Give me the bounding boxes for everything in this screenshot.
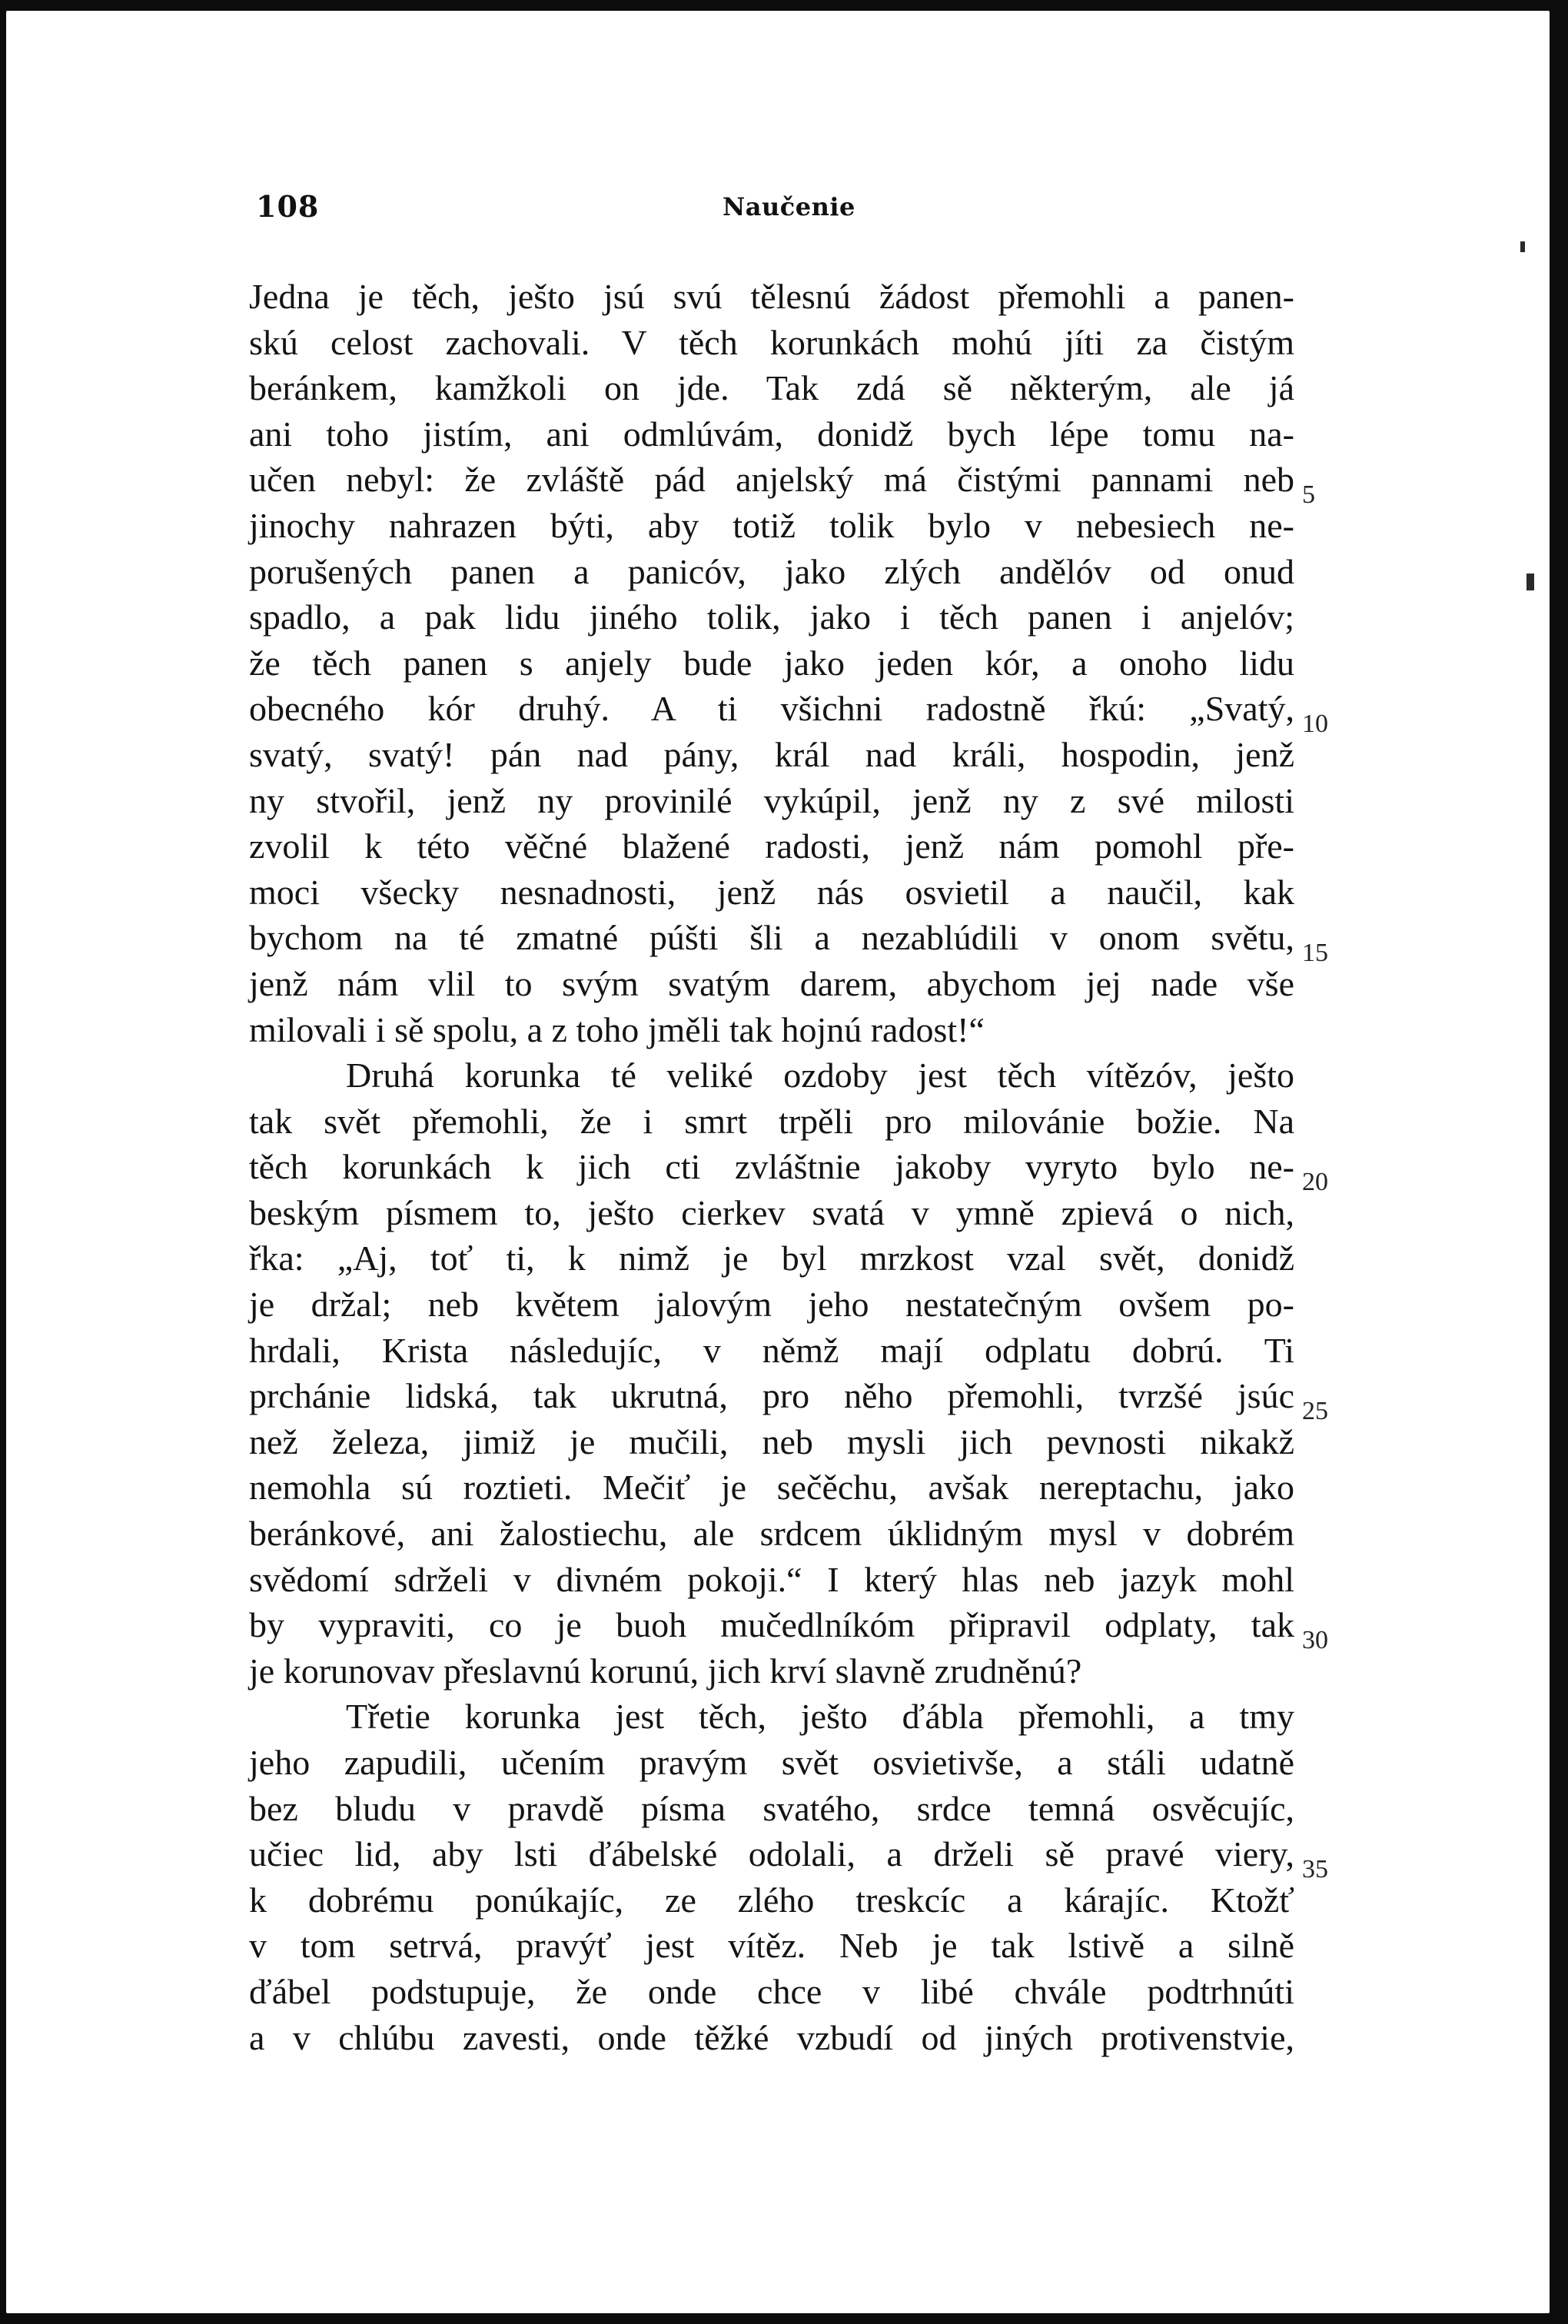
- text-line: beránkové, ani žalostiechu, ale srdcem úklidným mysl v dobrém: [249, 1514, 1294, 1554]
- page-number: 108: [256, 189, 320, 224]
- text-line: ny stvořil, jenž ny provinilé vykúpil, jenž ny z své milosti: [249, 780, 1294, 820]
- text-line: učiec lid, aby lsti ďábelské odolali, a drželi sě pravé viery,: [249, 1834, 1294, 1874]
- text-line: by vypraviti, co je buoh mučedlníkóm připravil odplaty, tak: [249, 1605, 1294, 1645]
- text-line: jeho zapudili, učením pravým svět osvietivše, a stáli udatně: [249, 1743, 1294, 1782]
- text-line: porušených panen a panicóv, jako zlých andělóv od onud: [249, 551, 1294, 591]
- margin-line-number: 10: [1302, 710, 1328, 738]
- text-line: jinochy nahrazen býti, aby totiž tolik bylo v nebesiech ne-: [249, 505, 1294, 545]
- text-line: že těch panen s anjely bude jako jeden kór, a onoho lidu: [249, 643, 1294, 683]
- text-line: spadlo, a pak lidu jiného tolik, jako i těch panen i anjelóv;: [249, 597, 1294, 637]
- running-title: Naučenie: [723, 192, 855, 221]
- text-line: svatý, svatý! pán nad pány, král nad králi, hospodin, jenž: [249, 734, 1294, 774]
- text-line: učen nebyl: že zvláště pád anjelský má čistými pannami neb: [249, 460, 1294, 500]
- text-line: prchánie lidská, tak ukrutná, pro něho přemohli, tvrzšé jsúc: [249, 1376, 1294, 1416]
- text-line: jenž nám vlil to svým svatým darem, abychom jej nade vše: [249, 963, 1294, 1003]
- text-line: milovali i sě spolu, a z toho jměli tak hojnú radost!“: [249, 1009, 985, 1049]
- margin-line-number: 5: [1302, 480, 1315, 509]
- text-line: moci všecky nesnadnosti, jenž nás osvietil a naučil, kak: [249, 872, 1294, 912]
- text-line: skú celost zachovali. V těch korunkách mohú jíti za čistým: [249, 322, 1294, 362]
- text-line: Třetie korunka jest těch, ješto ďábla přemohli, a tmy: [346, 1697, 1294, 1737]
- text-line: Druhá korunka té veliké ozdoby jest těch vítězóv, ješto: [346, 1056, 1294, 1096]
- text-line: a v chlúbu zavesti, onde těžké vzbudí od jiných protivenstvie,: [249, 2017, 1294, 2057]
- text-line: zvolil k této věčné blažené radosti, jenž nám pomohl pře-: [249, 826, 1294, 866]
- book-page: [6, 11, 1550, 2313]
- margin-line-number: 30: [1302, 1626, 1328, 1654]
- text-line: hrdali, Krista následujíc, v němž mají odplatu dobrú. Ti: [249, 1330, 1294, 1370]
- text-line: těch korunkách k jich cti zvláštnie jakoby vyryto bylo ne-: [249, 1147, 1294, 1187]
- text-line: bychom na té zmatné púšti šli a nezablúdili v onom světu,: [249, 918, 1294, 958]
- scan-edge-mark: [1526, 574, 1534, 590]
- text-line: ani toho jistím, ani odmlúvám, donidž bych lépe tomu na-: [249, 414, 1294, 454]
- body-text: [249, 274, 1294, 2060]
- text-line: k dobrému ponúkajíc, ze zlého treskcíc a kárajíc. Ktožť: [249, 1880, 1294, 1920]
- text-line: obecného kór druhý. A ti všichni radostně řkú: „Svatý,: [249, 689, 1294, 729]
- scan-edge-mark: [1520, 241, 1525, 252]
- text-line: beránkem, kamžkoli on jde. Tak zdá sě některým, ale já: [249, 368, 1294, 408]
- text-line: je korunovav přeslavnú korunú, jich krví slavně zrudněnú?: [249, 1651, 1082, 1691]
- text-line: nemohla sú roztieti. Mečiť je sečěchu, avšak nereptachu, jako: [249, 1468, 1294, 1508]
- text-line: ďábel podstupuje, že onde chce v libé chvále podtrhnúti: [249, 1971, 1294, 2011]
- text-line: beským písmem to, ješto cierkev svatá v ymně zpievá o nich,: [249, 1192, 1294, 1232]
- text-line: je držal; neb květem jalovým jeho nestatečným ovšem po-: [249, 1285, 1294, 1325]
- text-line: Jedna je těch, ješto jsú svú tělesnú žádost přemohli a panen-: [249, 277, 1294, 316]
- text-line: než železa, jimiž je mučili, neb mysli jich pevnosti nikakž: [249, 1421, 1294, 1461]
- margin-line-number: 20: [1302, 1168, 1328, 1196]
- margin-line-number: 35: [1302, 1855, 1328, 1883]
- text-line: v tom setrvá, pravýť jest vítěz. Neb je tak lstivě a silně: [249, 1926, 1294, 1966]
- text-line: tak svět přemohli, že i smrt trpěli pro milovánie božie. Na: [249, 1101, 1294, 1141]
- margin-line-number: 15: [1302, 939, 1328, 967]
- text-line: řka: „Aj, toť ti, k nimž je byl mrzkost vzal svět, donidž: [249, 1238, 1294, 1278]
- margin-line-number: 25: [1302, 1397, 1328, 1425]
- running-head: [6, 189, 1550, 226]
- text-line: bez bludu v pravdě písma svatého, srdce temná osvěcujíc,: [249, 1788, 1294, 1828]
- text-line: svědomí sdrželi v divném pokoji.“ I který hlas neb jazyk mohl: [249, 1559, 1294, 1599]
